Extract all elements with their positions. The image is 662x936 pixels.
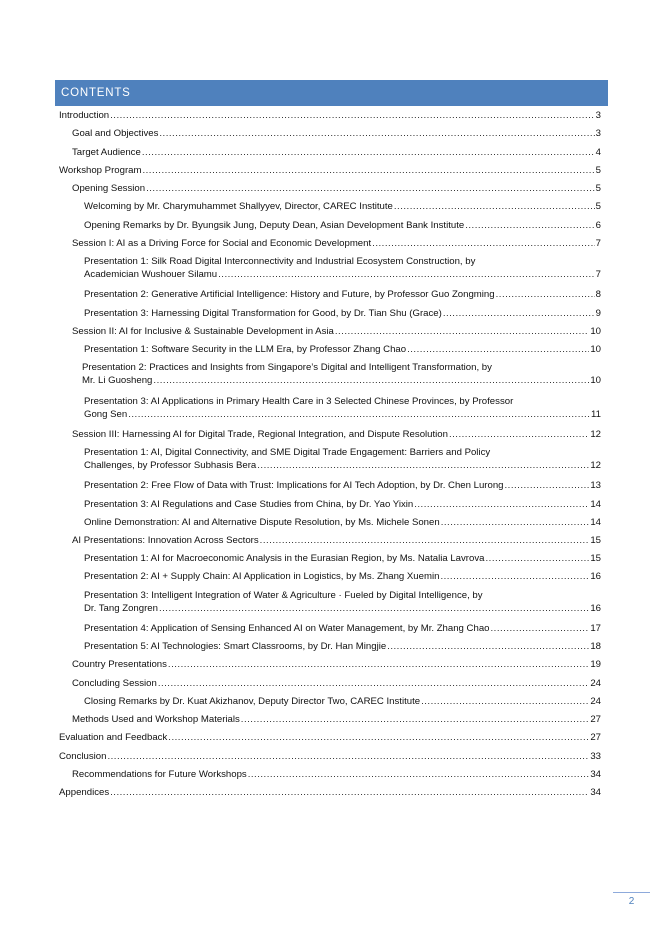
toc-entry-goal-objectives[interactable]: Goal and Objectives ..... 3 <box>72 128 601 141</box>
toc-entry-s3-presentation-3[interactable]: Presentation 3: AI Regulations and Case Studies from China, by Dr. Yao Yixin ..... 14 <box>84 499 601 512</box>
toc-entry-s1-presentation-3[interactable]: Presentation 3: Harnessing Digital Transformation for Good, by Dr. Tian Shu (Grace) ..... 9 <box>84 308 601 321</box>
toc-entry-welcoming[interactable]: Welcoming by Mr. Charymuhammet Shallyyev, Director, CAREC Institute ..... 5 <box>84 201 601 214</box>
toc-entry-recommendations[interactable]: Recommendations for Future Workshops ..... 34 <box>72 769 601 782</box>
toc-entry-ai-presentation-2[interactable]: Presentation 2: AI + Supply Chain: AI Application in Logistics, by Ms. Zhang Xuemin ..... 16 <box>84 571 601 584</box>
contents-title: CONTENTS <box>61 87 131 99</box>
toc-entry-ai-presentation-4[interactable]: Presentation 4: Application of Sensing Enhanced AI on Water Management, by Mr. Zhang Chao ..... 17 <box>84 623 601 636</box>
toc-entry-introduction[interactable]: Introduction ..... 3 <box>59 110 601 123</box>
toc-entry-concluding-session[interactable]: Concluding Session ..... 24 <box>72 678 601 691</box>
toc-entry-s3-presentation-2[interactable]: Presentation 2: Free Flow of Data with Trust: Implications for AI Tech Adoption, by Dr. Chen Lurong ..... 13 <box>84 480 601 493</box>
toc-entry-country-presentations[interactable]: Country Presentations ..... 19 <box>72 659 601 672</box>
toc-entry-ai-presentation-3[interactable]: Presentation 3: Intelligent Integration of Water & Agriculture · Fueled by Digital Intelligence, by Dr. Tang Zongren ..... 16 <box>84 590 601 615</box>
toc-entry-session-3[interactable]: Session III: Harnessing AI for Digital Trade, Regional Integration, and Dispute Resolution ..... 12 <box>72 429 601 442</box>
toc-entry-s1-presentation-2[interactable]: Presentation 2: Generative Artificial Intelligence: History and Future, by Professor Guo Zongming ..... 8 <box>84 289 601 302</box>
page-number: 2 <box>628 896 635 907</box>
toc-entry-ai-presentation-5[interactable]: Presentation 5: AI Technologies: Smart Classrooms, by Dr. Han Mingjie ..... 18 <box>84 641 601 654</box>
toc-entry-workshop-program[interactable]: Workshop Program ..... 5 <box>59 165 601 178</box>
toc-entry-online-demonstration[interactable]: Online Demonstration: AI and Alternative Dispute Resolution, by Ms. Michele Sonen ..... 14 <box>84 517 601 530</box>
toc-entry-s1-presentation-1[interactable]: Presentation 1: Silk Road Digital Interconnectivity and Industrial Ecosystem Construction, by Academician Wushouer Silamu ..... 7 <box>84 256 601 281</box>
toc-entry-s2-presentation-1[interactable]: Presentation 1: Software Security in the LLM Era, by Professor Zhang Chao ..... 10 <box>84 344 601 357</box>
toc-entry-methods-materials[interactable]: Methods Used and Workshop Materials ..... 27 <box>72 714 601 727</box>
toc-entry-conclusion[interactable]: Conclusion ..... 33 <box>59 751 601 764</box>
toc-entry-ai-presentations[interactable]: AI Presentations: Innovation Across Sectors ..... 15 <box>72 535 601 548</box>
toc-entry-session-1[interactable]: Session I: AI as a Driving Force for Social and Economic Development ..... 7 <box>72 238 601 251</box>
toc-entry-s2-presentation-2[interactable]: Presentation 2: Practices and Insights from Singapore’s Digital and Intelligent Transformation, by Mr. Li Guosheng ..... 10 <box>82 362 601 387</box>
toc-entry-ai-presentation-1[interactable]: Presentation 1: AI for Macroeconomic Analysis in the Eurasian Region, by Ms. Natalia Lavrova ..... 15 <box>84 553 601 566</box>
toc-entry-session-2[interactable]: Session II: AI for Inclusive & Sustainable Development in Asia ..... 10 <box>72 326 601 339</box>
toc-entry-s3-presentation-1[interactable]: Presentation 1: AI, Digital Connectivity, and SME Digital Trade Engagement: Barriers and Policy Challenges, by Professor Subhasis Bera ..... 12 <box>84 447 601 472</box>
toc-entry-opening-remarks[interactable]: Opening Remarks by Dr. Byungsik Jung, Deputy Dean, Asian Development Bank Institute ..... 6 <box>84 220 601 233</box>
toc-entry-target-audience[interactable]: Target Audience ..... 4 <box>72 147 601 160</box>
toc-entry-opening-session[interactable]: Opening Session ..... 5 <box>72 183 601 196</box>
toc-entry-s2-presentation-3[interactable]: Presentation 3: AI Applications in Primary Health Care in 3 Selected Chinese Provinces, by Professor Gong Sen ..... 11 <box>84 396 601 421</box>
contents-header <box>55 80 608 106</box>
toc-entry-closing-remarks[interactable]: Closing Remarks by Dr. Kuat Akizhanov, Deputy Director Two, CAREC Institute ..... 24 <box>84 696 601 709</box>
toc-entry-appendices[interactable]: Appendices ..... 34 <box>59 787 601 800</box>
footer-rule <box>613 892 650 893</box>
toc-entry-evaluation-feedback[interactable]: Evaluation and Feedback ..... 27 <box>59 732 601 745</box>
